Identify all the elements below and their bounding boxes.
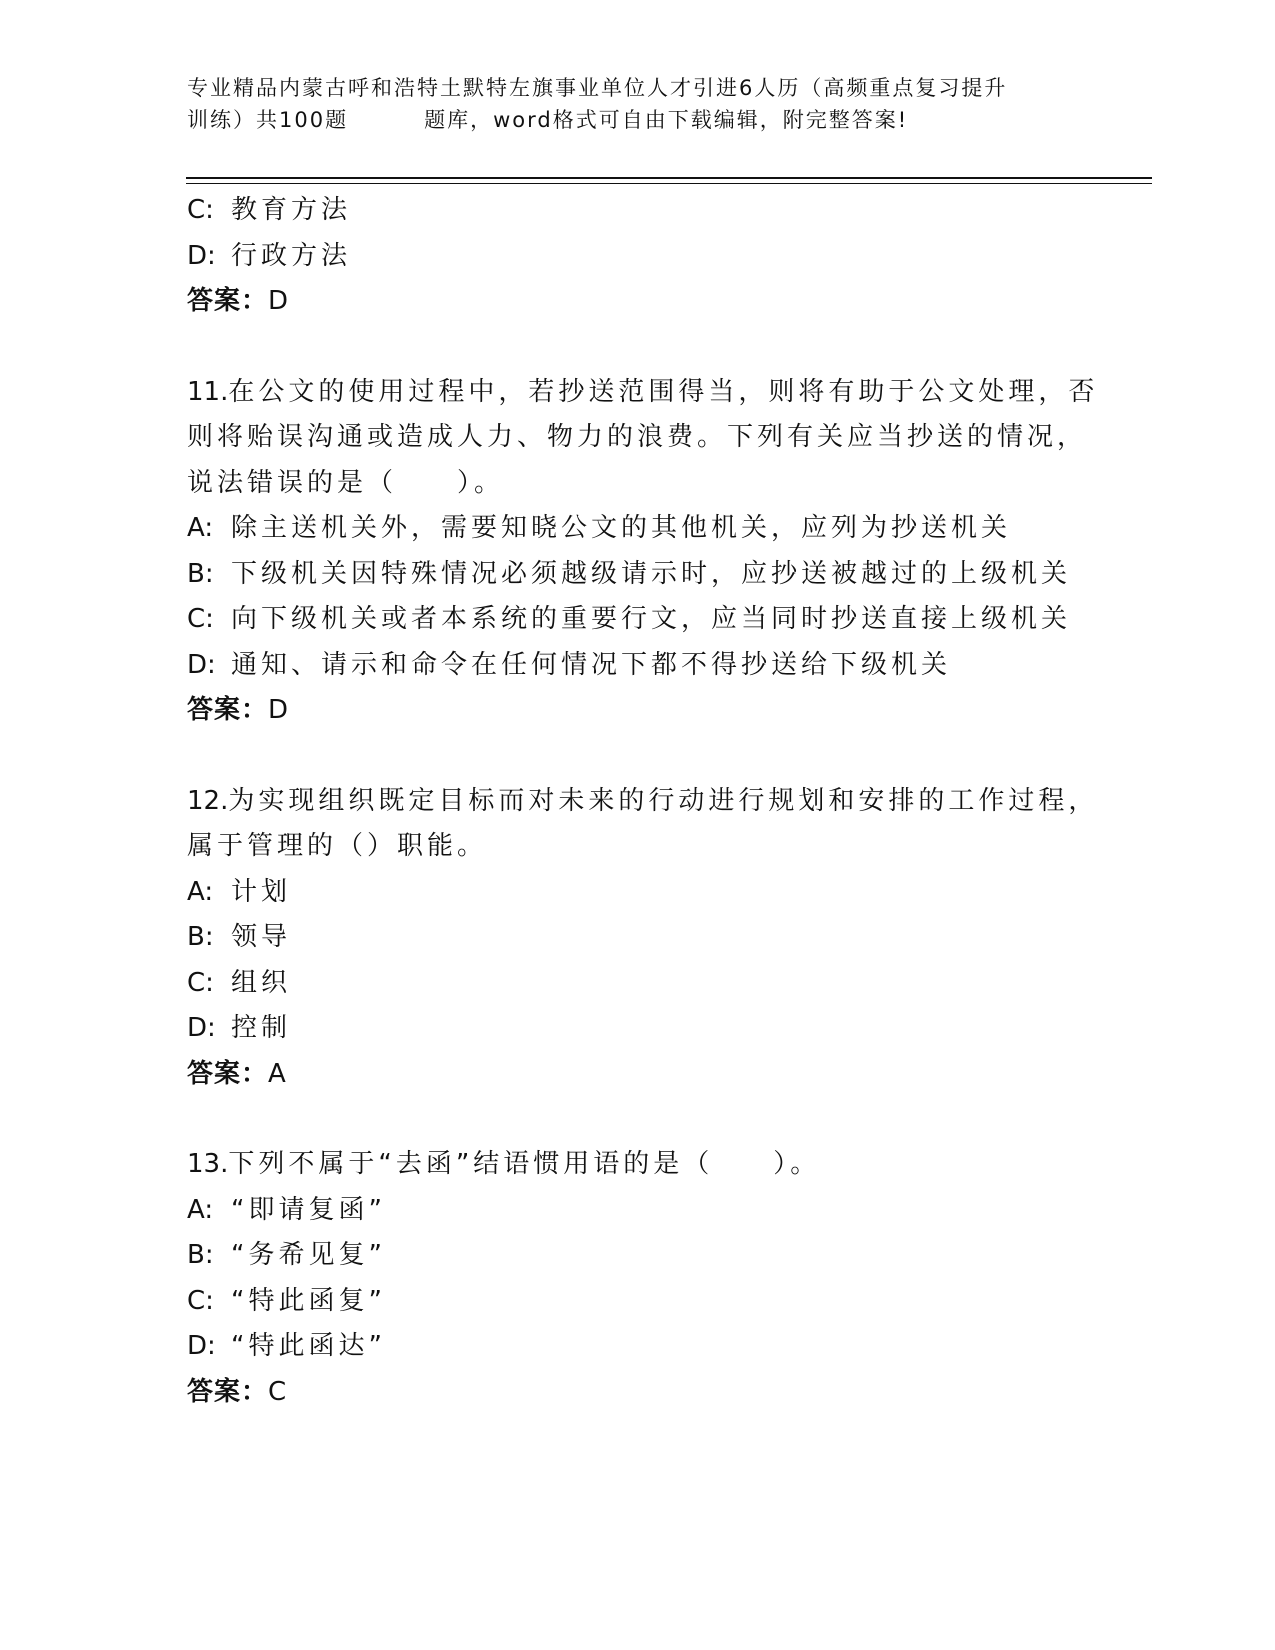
question-stem-line — [187, 1142, 1087, 1188]
option-b — [187, 1233, 1087, 1279]
option-text: 行政方法 — [231, 240, 352, 271]
question-stem-text: 为实现组织既定目标而对未来的行动进行规划和安排的工作过程， — [228, 785, 1099, 816]
question-13 — [187, 1142, 1087, 1415]
option-key: C: — [187, 195, 214, 225]
question-number: 12. — [187, 785, 229, 816]
question-stem-text: 在公文的使用过程中，若抄送范围得当，则将有助于公文处理，否 — [228, 376, 1099, 407]
option-a — [187, 506, 1087, 552]
answer-value: D — [268, 286, 289, 316]
question-number: 13. — [187, 1149, 229, 1179]
option-text: “即请复函” — [231, 1194, 386, 1225]
option-a — [187, 1188, 1087, 1234]
answer-label: 答案： — [187, 1058, 269, 1089]
question-stem-line — [187, 370, 1099, 416]
answer-line — [187, 279, 1087, 325]
option-d — [187, 643, 1087, 689]
option-d — [187, 1006, 1087, 1052]
question-11 — [187, 370, 1099, 734]
option-key: C: — [187, 604, 214, 634]
option-text: 除主送机关外，需要知晓公文的其他机关，应列为抄送机关 — [231, 513, 1012, 543]
question-12 — [187, 779, 1099, 1098]
option-c — [187, 1279, 1087, 1325]
option-text: 教育方法 — [231, 195, 352, 225]
option-c — [187, 188, 1087, 234]
option-text: 计划 — [231, 876, 292, 907]
answer-label: 答案： — [187, 1376, 269, 1407]
option-text: “特此函复” — [231, 1285, 386, 1316]
answer-line — [187, 1052, 1087, 1098]
option-key: C: — [187, 967, 214, 998]
option-c — [187, 597, 1087, 643]
answer-value: C — [268, 1376, 287, 1407]
answer-line — [187, 1370, 1087, 1416]
option-key: B: — [187, 558, 214, 589]
option-text: 控制 — [231, 1013, 292, 1043]
header-title-line-2 — [187, 104, 1087, 136]
option-key: B: — [187, 922, 214, 952]
option-key: C: — [187, 1285, 214, 1316]
option-text: 向下级机关或者本系统的重要行文，应当同时抄送直接上级机关 — [231, 604, 1072, 634]
option-key: D: — [187, 240, 216, 271]
answer-label: 答案： — [187, 286, 269, 316]
option-text: 通知、请示和命令在任何情况下都不得抄送给下级机关 — [231, 649, 952, 680]
header-divider-thin — [186, 183, 1152, 184]
option-d — [187, 234, 1087, 280]
question-content — [187, 188, 1099, 1415]
page-header — [187, 72, 1087, 136]
option-text: 组织 — [231, 967, 292, 998]
answer-value: D — [268, 695, 289, 725]
option-text: “特此函达” — [231, 1331, 386, 1361]
answer-value: A — [268, 1058, 286, 1089]
option-key: D: — [187, 649, 216, 680]
question-stem-line — [187, 779, 1099, 825]
option-b — [187, 552, 1087, 598]
option-key: D: — [187, 1013, 216, 1043]
answer-line — [187, 688, 1087, 734]
question-stem-line: 则将贻误沟通或造成人力、物力的浪费。下列有关应当抄送的情况， — [187, 422, 1088, 452]
header-title-line-1: 专业精品内蒙古呼和浩特土默特左旗事业单位人才引进6人历（高频重点复习提升 — [187, 76, 1008, 100]
option-key: A: — [187, 513, 214, 543]
option-text: 领导 — [231, 922, 292, 952]
header-title-line-2-part-b: 题库，word格式可自由下载编辑，附完整答案! — [424, 108, 909, 132]
option-b — [187, 915, 1087, 961]
option-key: A: — [187, 1194, 214, 1225]
option-text: 下级机关因特殊情况必须越级请示时，应抄送被越过的上级机关 — [231, 558, 1072, 589]
header-divider-thick — [186, 177, 1152, 179]
option-d — [187, 1324, 1087, 1370]
question-stem-line: 属于管理的（）职能。 — [187, 831, 488, 861]
option-a — [187, 870, 1087, 916]
option-key: A: — [187, 876, 214, 907]
option-text: “务希见复” — [231, 1240, 386, 1270]
header-title-line-2-part-a: 训练）共100题 — [187, 108, 349, 132]
question-number: 11. — [187, 376, 229, 407]
option-key: B: — [187, 1240, 214, 1270]
answer-label: 答案： — [187, 695, 269, 725]
option-key: D: — [187, 1331, 216, 1361]
question-stem-line: 说法错误的是（ ）。 — [187, 467, 505, 498]
option-c — [187, 961, 1087, 1007]
question-stem-text: 下列不属于“去函”结语惯用语的是（ ）。 — [228, 1149, 821, 1179]
